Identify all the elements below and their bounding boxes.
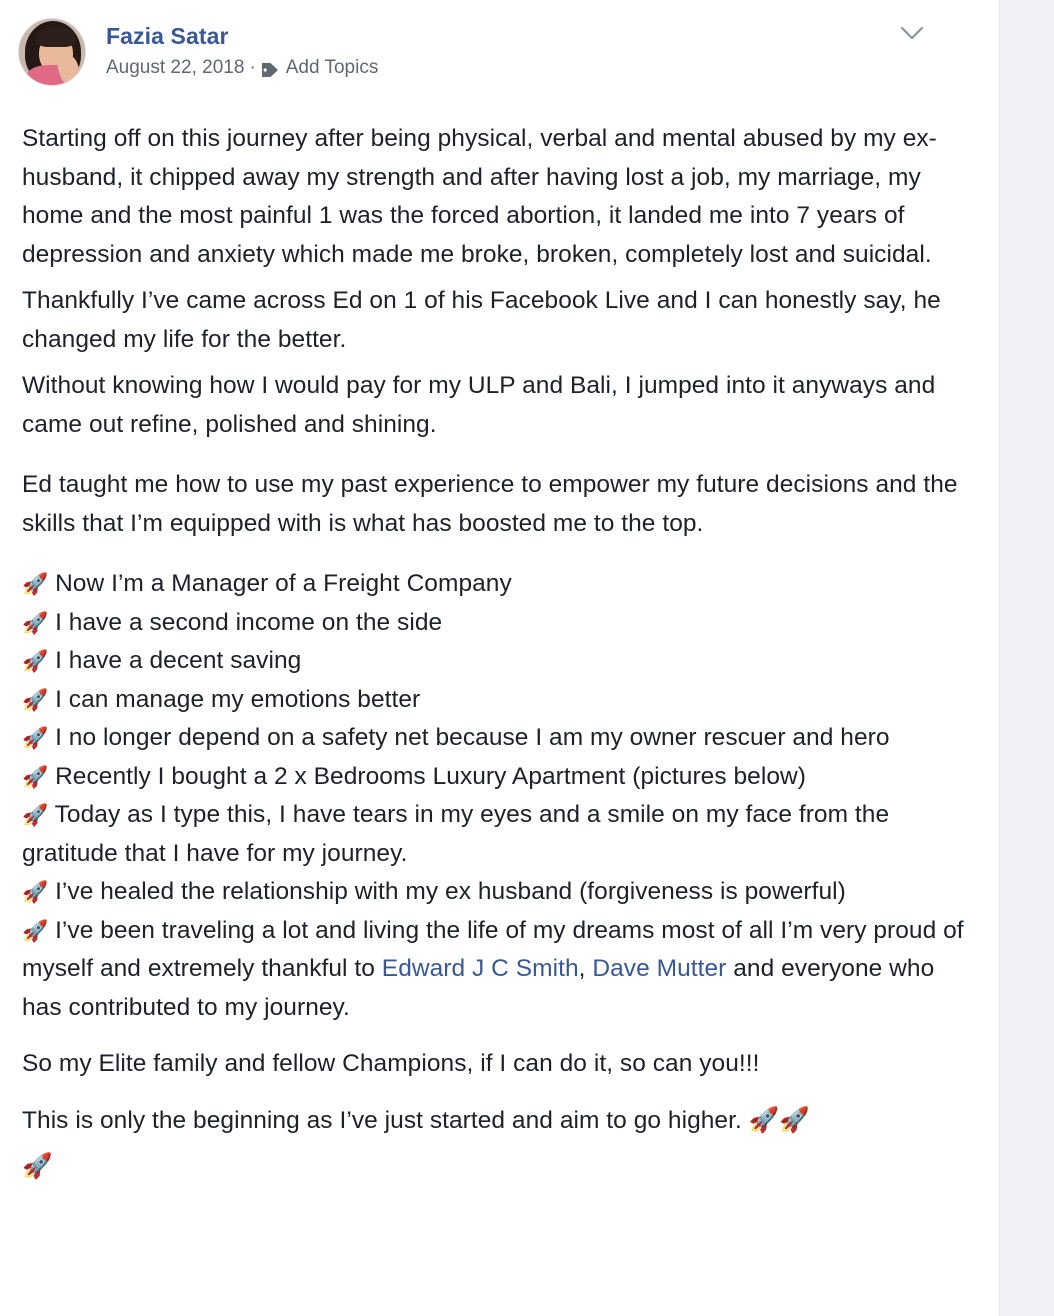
list-item (22, 873, 978, 912)
closing-emoji-line: 🚀 (22, 1153, 53, 1180)
tag-icon (261, 61, 279, 77)
list-item-label: I’ve healed the relationship with my ex husband (forgiveness is powerful) (55, 878, 846, 905)
rocket-icon: 🚀 (22, 649, 49, 673)
rocket-icon: 🚀 (22, 687, 49, 712)
list-item (22, 758, 978, 797)
mention-link-edward[interactable]: Edward J C Smith (381, 955, 579, 982)
closing-paragraph-2: This is only the beginning as I’ve just started and aim to go higher. 🚀🚀 (22, 1106, 810, 1134)
post-date[interactable]: August 22, 2018 (106, 57, 245, 78)
rocket-icon: 🚀 (22, 764, 49, 789)
post-paragraph-1: Starting off on this journey after being physical, verbal and mental abused by my ex-husband, it chipped away my strength and after having lost a job, my marriage, my home and the most painful 1 was the forced abortion, it landed me into 7 years of depression and anxiety which made me broke, broken, completely lost and suicidal. (22, 125, 937, 268)
meta-separator: · (249, 57, 256, 78)
list-item-with-mentions (22, 912, 978, 1028)
list-item-label: Now I’m a Manager of a Freight Company (55, 570, 512, 597)
rocket-icon: 🚀 (22, 572, 49, 596)
mention-link-dave[interactable]: Dave Mutter (592, 955, 727, 982)
post-body (0, 86, 1000, 1187)
closing-paragraph-1: So my Elite family and fellow Champions, if I can do it, so can you!!! (22, 1050, 760, 1077)
list-item-text-after: and everyone who has contributed to my journey. (22, 955, 935, 1021)
post-header-text (106, 18, 378, 80)
avatar[interactable] (18, 18, 86, 86)
mention-separator: , (578, 955, 593, 982)
list-item (22, 681, 978, 720)
rocket-icon: 🚀 (22, 726, 49, 750)
list-item (22, 796, 978, 873)
post-header (0, 0, 1000, 86)
list-item (22, 565, 978, 604)
list-item-text-before: I’ve been traveling a lot and living the life of my dreams most of all I’m very proud of myself and extremely thankful to (22, 916, 964, 982)
achievement-list (22, 565, 978, 1027)
rocket-icon: 🚀 (22, 610, 49, 635)
list-item (22, 719, 978, 758)
list-item-label: Recently I bought a 2 x Bedrooms Luxury Apartment (pictures below) (55, 762, 806, 790)
list-item-label: I no longer depend on a safety net because I am my owner rescuer and hero (55, 724, 890, 751)
add-topics-link[interactable]: Add Topics (285, 57, 379, 78)
rocket-icon: 🚀 (22, 918, 49, 943)
list-item (22, 642, 978, 681)
post-paragraph-3: Without knowing how I would pay for my ULP and Bali, I jumped into it anyways and came out refine, polished and shining. (22, 372, 936, 438)
list-item-label: I can manage my emotions better (55, 685, 421, 713)
post-meta (106, 56, 378, 80)
post-paragraph-2: Thankfully I’ve came across Ed on 1 of his Facebook Live and I can honestly say, he changed my life for the better. (22, 287, 941, 353)
rocket-icon: 🚀 (22, 880, 49, 904)
post-paragraph-4: Ed taught me how to use my past experience to empower my future decisions and the skills that I’m equipped with is what has boosted me to the top. (22, 471, 958, 537)
rocket-icon: 🚀 (22, 803, 49, 827)
list-item-label: Today as I type this, I have tears in my eyes and a smile on my face from the gratitude that I have for my journey. (22, 801, 890, 867)
list-item-label: I have a second income on the side (55, 608, 443, 636)
avatar-hair-front (36, 27, 76, 47)
author-name[interactable]: Fazia Satar (106, 23, 229, 49)
page-gutter (999, 0, 1054, 1316)
chevron-down-icon[interactable] (894, 18, 930, 48)
list-item (22, 604, 978, 643)
list-item-label: I have a decent saving (55, 647, 302, 674)
